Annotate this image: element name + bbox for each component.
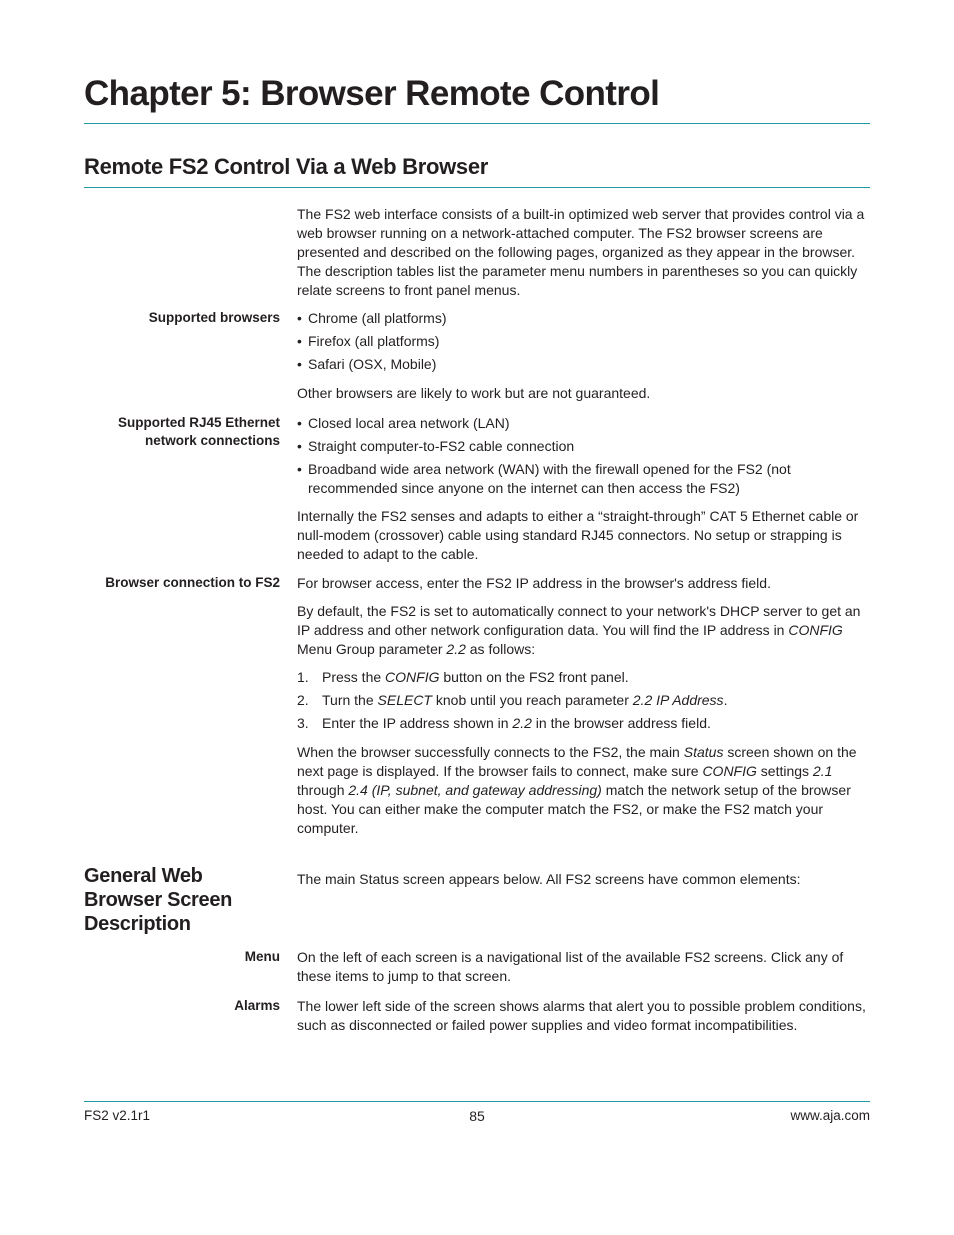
connection-paragraph-1: For browser access, enter the FS2 IP address in the browser's address field. xyxy=(297,575,771,591)
general-intro: The main Status screen appears below. All FS2 screens have common elements: xyxy=(297,871,801,887)
browsers-note: Other browsers are likely to work but are not guaranteed. xyxy=(297,385,651,401)
list-item: 3. Enter the IP address shown in 2.2 in the browser address field. xyxy=(297,715,711,731)
list-item: • Chrome (all platforms) xyxy=(297,310,447,326)
alarms-description: The lower left side of the screen shows alarms that alert you to possible problem conditions, such as disconnected or failed power supplies and video format incompatibilities. xyxy=(297,998,866,1033)
connection-paragraph-2: By default, the FS2 is set to automatically connect to your network's DHCP server to get an IP address and other network configuration data. You will find the IP address in CONFIG Menu Group parameter 2.2 as follows: xyxy=(297,603,861,657)
general-section-title: General Web Browser Screen Description xyxy=(84,865,233,935)
list-item: 2. Turn the SELECT knob until you reach parameter 2.2 IP Address. xyxy=(297,692,728,708)
bullet-icon: • xyxy=(297,415,302,431)
bullet-icon: • xyxy=(297,438,302,454)
bullet-icon: • xyxy=(297,310,302,326)
page-number: 85 xyxy=(469,1108,485,1124)
connection-paragraph-3: When the browser successfully connects to the FS2, the main Status screen shown on the next page is displayed. If the browser fails to connect, make sure CONFIG settings 2.1 through 2.4 (IP, subnet, and gateway addressing) match the network setup of the browser host. You can either make the computer match the FS2, or make the FS2 match your computer. xyxy=(297,744,857,836)
menu-label: Menu xyxy=(244,949,280,964)
rj45-label: Supported RJ45 Ethernet network connections xyxy=(117,415,280,448)
list-item: • Firefox (all platforms) xyxy=(297,333,440,349)
supported-browsers-label: Supported browsers xyxy=(148,310,280,325)
section-title: Remote FS2 Control Via a Web Browser xyxy=(84,154,489,179)
chapter-title: Chapter 5: Browser Remote Control xyxy=(84,74,660,113)
chapter-rule xyxy=(84,123,870,124)
list-item: • Straight computer-to-FS2 cable connection xyxy=(297,438,575,454)
footer-version: FS2 v2.1r1 xyxy=(84,1108,151,1123)
footer-rule xyxy=(84,1101,870,1102)
rj45-note: Internally the FS2 senses and adapts to either a “straight-through” CAT 5 Ethernet cable or null-modem (crossover) cable using standard RJ45 connectors. No setup or strapping is needed to adapt to the cable. xyxy=(297,508,859,562)
menu-description: On the left of each screen is a navigational list of the available FS2 screens. Click any of these items to jump to that screen. xyxy=(297,949,844,984)
list-item: • Closed local area network (LAN) xyxy=(297,415,510,431)
list-item: 1. Press the CONFIG button on the FS2 front panel. xyxy=(297,669,629,685)
section-rule xyxy=(84,187,870,188)
bullet-icon: • xyxy=(297,333,302,349)
list-item: • Safari (OSX, Mobile) xyxy=(297,356,437,372)
bullet-icon: • xyxy=(297,356,302,372)
browser-connection-label: Browser connection to FS2 xyxy=(105,575,280,590)
footer-website: www.aja.com xyxy=(790,1108,870,1123)
bullet-icon: • xyxy=(297,461,302,477)
list-item: • Broadband wide area network (WAN) with the firewall opened for the FS2 (not recommended since anyone on the internet can then access the FS2) xyxy=(297,461,791,496)
intro-paragraph: The FS2 web interface consists of a built-in optimized web server that provides control via a web browser running on a network-attached computer. The FS2 browser screens are presented and described on the following pages, organized as they appear in the browser. The description tables list the parameter menu numbers in parentheses so you can quickly relate screens to front panel menus. xyxy=(297,206,865,298)
alarms-label: Alarms xyxy=(234,998,280,1013)
